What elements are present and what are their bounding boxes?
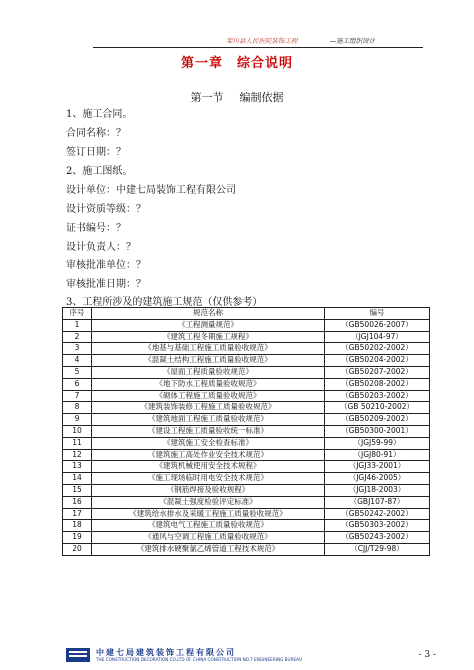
section-title	[0, 89, 474, 105]
cell-name: 《建筑工程冬期施工规程》	[92, 331, 325, 343]
table-row	[63, 520, 430, 532]
cell-code: （GB50026-2007）	[325, 319, 430, 331]
cell-code: （JGJ18-2003）	[325, 484, 430, 496]
cell-code: （GB50300-2001）	[325, 425, 430, 437]
table-row	[63, 366, 430, 378]
cell-no: 1	[63, 319, 92, 331]
table-row	[63, 496, 430, 508]
section-number: 第一节	[190, 91, 224, 104]
text-line: 审核批准单位：？	[66, 260, 146, 271]
cell-name: 《砌体工程施工质量验收规范》	[92, 390, 325, 402]
cell-name: 《钢筋焊接及验收规程》	[92, 484, 325, 496]
col-header-no: 序号	[63, 308, 92, 320]
cell-name: 《屋面工程质量验收规范》	[92, 366, 325, 378]
table-row	[63, 473, 430, 485]
cell-name: 《建筑施工高处作业安全技术规范》	[92, 449, 325, 461]
col-header-name: 规范名称	[92, 308, 325, 320]
text-line: 证书编号：？	[66, 223, 126, 234]
cell-no: 19	[63, 532, 92, 544]
cell-no: 9	[63, 414, 92, 426]
table-row	[63, 378, 430, 390]
header-rule	[93, 47, 423, 48]
text-line: 合同名称：？	[66, 128, 126, 139]
col-header-code: 编号	[325, 308, 430, 320]
chapter-number: 第一章	[180, 56, 223, 71]
cell-no: 5	[63, 366, 92, 378]
cell-name: 《施工现场临时用电安全技术规范》	[92, 473, 325, 485]
cell-no: 11	[63, 437, 92, 449]
company-logo-icon	[66, 648, 90, 662]
text-line: 审核批准日期：？	[66, 279, 146, 290]
cell-name: 《通风与空调工程施工质量验收规范》	[92, 532, 325, 544]
text-line: 设计负责人：？	[66, 242, 136, 253]
table-row	[63, 402, 430, 414]
cell-no: 8	[63, 402, 92, 414]
cell-no: 14	[63, 473, 92, 485]
cell-name: 《地下防水工程质量验收规范》	[92, 378, 325, 390]
cell-name: 《建筑施工安全检查标准》	[92, 437, 325, 449]
cell-no: 20	[63, 543, 92, 555]
cell-no: 12	[63, 449, 92, 461]
cell-code: （JGJ46-2005）	[325, 473, 430, 485]
table-row	[63, 484, 430, 496]
cell-code: （GB50208-2002）	[325, 378, 430, 390]
table-row	[63, 331, 430, 343]
cell-code: （JGJ33-2001）	[325, 461, 430, 473]
cell-no: 4	[63, 355, 92, 367]
cell-code: （JGJ104-97）	[325, 331, 430, 343]
cell-code: （GB50202-2002）	[325, 343, 430, 355]
cell-code: （GB50303-2002）	[325, 520, 430, 532]
cell-name: 《混凝土结构工程施工质量验收规范》	[92, 355, 325, 367]
table-row	[63, 414, 430, 426]
cell-no: 13	[63, 461, 92, 473]
cell-name: 《建筑排水硬聚氯乙烯管道工程技术规范》	[92, 543, 325, 555]
cell-no: 3	[63, 343, 92, 355]
cell-name: 《建筑地面工程施工质量验收规范》	[92, 414, 325, 426]
table-row	[63, 461, 430, 473]
text-line: 3、工程所涉及的建筑施工规范（仅供参考）	[66, 297, 263, 308]
table-row	[63, 508, 430, 520]
cell-name: 《建筑电气工程施工质量验收规范》	[92, 520, 325, 532]
cell-code: （GBJ107-87）	[325, 496, 430, 508]
table-row	[63, 543, 430, 555]
text-line: 1、施工合同。	[66, 109, 133, 120]
table-row	[63, 319, 430, 331]
table-row	[63, 425, 430, 437]
cell-code: （GB50204-2002）	[325, 355, 430, 367]
cell-no: 7	[63, 390, 92, 402]
cell-code: （GB50243-2002）	[325, 532, 430, 544]
cell-code: （GB50209-2002）	[325, 414, 430, 426]
cell-name: 《建筑机械使用安全技术规程》	[92, 461, 325, 473]
section-name: 编制依据	[239, 91, 284, 104]
footer-company: 中建七局建筑装饰工程有限公司	[96, 648, 236, 657]
text-line: 设计资质等级：？	[66, 204, 146, 215]
cell-code: （GB50207-2002）	[325, 366, 430, 378]
cell-no: 17	[63, 508, 92, 520]
cell-name: 《建筑给水排水及采暖工程施工质量验收规范》	[92, 508, 325, 520]
text-line: 2、施工图纸。	[66, 166, 133, 177]
footer-company-en: THE CONSTRUCTION DECORATION CO.LTD OF CHINA CONSTRUCTION NO.7 ENGINEERING BUREAU	[96, 657, 303, 662]
text-line: 签订日期：？	[66, 147, 126, 158]
table-row	[63, 355, 430, 367]
page-footer	[66, 647, 436, 665]
cell-name: 《混凝土强度检验评定标准》	[92, 496, 325, 508]
chapter-name: 综合说明	[237, 56, 294, 71]
cell-no: 16	[63, 496, 92, 508]
table-row	[63, 449, 430, 461]
cell-name: 《工程测量规范》	[92, 319, 325, 331]
cell-code: （JGJ59-99）	[325, 437, 430, 449]
table-row	[63, 390, 430, 402]
cell-name: 《地基与基础工程施工质量验收规范》	[92, 343, 325, 355]
header-project: 栾川县人民医院装饰工程	[226, 37, 298, 45]
cell-no: 18	[63, 520, 92, 532]
table-header-row	[63, 308, 430, 320]
header-doc: —施工组织设计	[329, 37, 376, 45]
cell-no: 2	[63, 331, 92, 343]
table-row	[63, 437, 430, 449]
cell-name: 《建筑装饰装修工程施工质量验收规范》	[92, 402, 325, 414]
text-line: 设计单位：中建七局装饰工程有限公司	[66, 185, 236, 196]
cell-no: 10	[63, 425, 92, 437]
cell-code: （CJJ/T29-98）	[325, 543, 430, 555]
standards-table	[62, 307, 430, 556]
table-row	[63, 532, 430, 544]
page-header	[226, 36, 375, 45]
cell-no: 6	[63, 378, 92, 390]
cell-code: （GB 50210-2002）	[325, 402, 430, 414]
cell-no: 15	[63, 484, 92, 496]
cell-code: （GB50203-2002）	[325, 390, 430, 402]
cell-code: （GB50242-2002）	[325, 508, 430, 520]
table-body	[63, 319, 430, 555]
cell-code: （JGJ80-91）	[325, 449, 430, 461]
table-row	[63, 343, 430, 355]
page-number: - 3 -	[418, 650, 436, 660]
chapter-title	[0, 52, 474, 71]
cell-name: 《建设工程施工质量验收统一标准》	[92, 425, 325, 437]
